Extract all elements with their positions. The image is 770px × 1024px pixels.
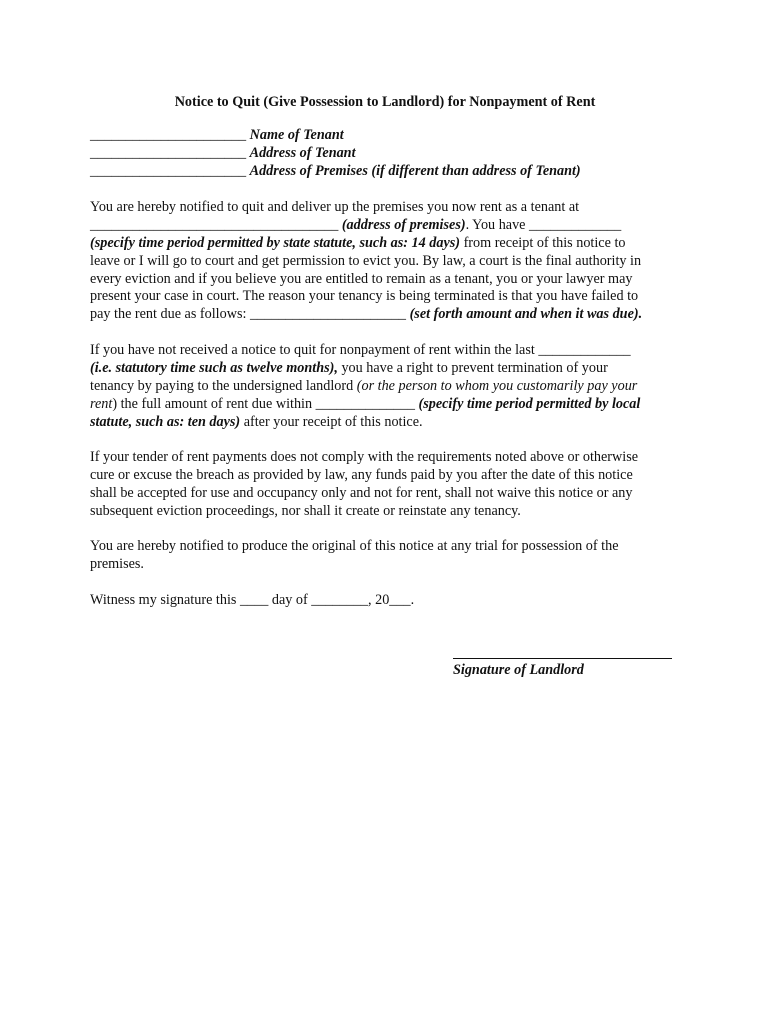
text-span: ___________________________________ — [90, 216, 339, 233]
tenant-address-field — [90, 145, 690, 163]
tenant-address-blank: ______________________ — [90, 144, 247, 161]
text-line — [90, 342, 680, 360]
paragraph-nonpayment — [90, 342, 680, 431]
text-line — [90, 414, 680, 432]
text-span: from receipt of this notice to — [460, 234, 626, 251]
premises-address-blank: ______________________ — [90, 162, 247, 179]
text-span: If you have not received a notice to quit for nonpayment of rent within the last _____________ — [90, 342, 631, 358]
text-line — [90, 396, 680, 414]
text-span: rent — [90, 395, 113, 412]
text-span: pay the rent due as follows: ______________________ — [90, 306, 410, 323]
text-line — [90, 235, 680, 253]
address-of-premises-label: (address of premises) — [341, 216, 466, 233]
signature-rule — [453, 658, 672, 659]
text-line — [90, 306, 680, 324]
witness-line — [90, 592, 680, 610]
text-span: shall be accepted for use and occupancy only and not for rent, shall not waive this notice or any — [90, 484, 633, 501]
text-span: premises. — [90, 555, 144, 572]
statutory-time-label: (i.e. statutory time such as twelve months), — [90, 359, 338, 376]
document-title: Notice to Quit (Give Possession to Landlord) for Nonpayment of Rent — [174, 94, 596, 110]
text-span: If your tender of rent payments does not comply with the requirements noted above or otherwise — [90, 449, 639, 465]
text-line — [90, 378, 680, 396]
text-line — [90, 485, 680, 503]
tenant-address-label: Address of Tenant — [249, 144, 356, 161]
ten-days-label: statute, such as: ten days) — [90, 413, 241, 430]
text-span: tenancy by paying to the undersigned landlord — [90, 377, 357, 394]
tenant-name-field — [90, 127, 690, 145]
text-line — [90, 503, 680, 521]
text-span: you have a right to prevent termination of your — [337, 359, 608, 376]
text-span: leave or I will go to court and get permission to evict you. By law, a court is the final authority in — [90, 252, 642, 269]
text-span: cure or excuse the breach as provided by law, any funds paid by you after the date of this notice — [90, 466, 633, 483]
text-span: You are hereby notified to quit and deliver up the premises you now rent as a tenant at — [90, 199, 580, 215]
text-span: You are hereby notified to produce the original of this notice at any trial for possession of the — [90, 538, 619, 554]
text-line — [90, 467, 680, 485]
text-line — [90, 360, 680, 378]
text-span: every eviction and if you believe you are entitled to remain as a tenant, you or your lawyer may — [90, 270, 633, 287]
amount-due-label: (set forth amount and when it was due). — [409, 306, 643, 323]
text-span: (or the person to whom you customarily pay your — [356, 377, 638, 394]
tenant-name-label: Name of Tenant — [249, 127, 344, 143]
text-line — [90, 538, 680, 556]
header-fields — [90, 127, 690, 181]
time-period-label: (specify time period permitted by state statute, such as: 14 days) — [90, 234, 461, 251]
paragraph-produce-original — [90, 538, 680, 574]
text-span: ) the full amount of rent due within ______________ — [112, 395, 419, 412]
signature-label: Signature of Landlord — [453, 662, 584, 678]
local-time-label: (specify time period permitted by local — [418, 395, 641, 412]
text-line — [90, 199, 680, 217]
text-line — [90, 217, 680, 235]
text-line — [90, 556, 680, 574]
text-line — [90, 592, 680, 610]
text-span: present your case in court. The reason your tenancy is being terminated is that you have failed to — [90, 288, 639, 305]
text-span: subsequent eviction proceedings, nor shall it create or reinstate any tenancy. — [90, 502, 521, 519]
text-line — [90, 253, 680, 271]
paragraph-tender — [90, 449, 680, 521]
text-span: Witness my signature this ____ day of ________, 20___. — [90, 592, 415, 608]
text-span: . You have _____________ — [465, 216, 622, 233]
tenant-name-blank: ______________________ — [90, 127, 247, 143]
text-line — [90, 288, 680, 306]
text-span: after your receipt of this notice. — [240, 413, 423, 430]
premises-address-label: Address of Premises (if different than address of Tenant) — [249, 162, 581, 179]
text-line — [90, 271, 680, 289]
text-line — [90, 449, 680, 467]
premises-address-field — [90, 163, 690, 181]
paragraph-notice — [90, 199, 680, 324]
